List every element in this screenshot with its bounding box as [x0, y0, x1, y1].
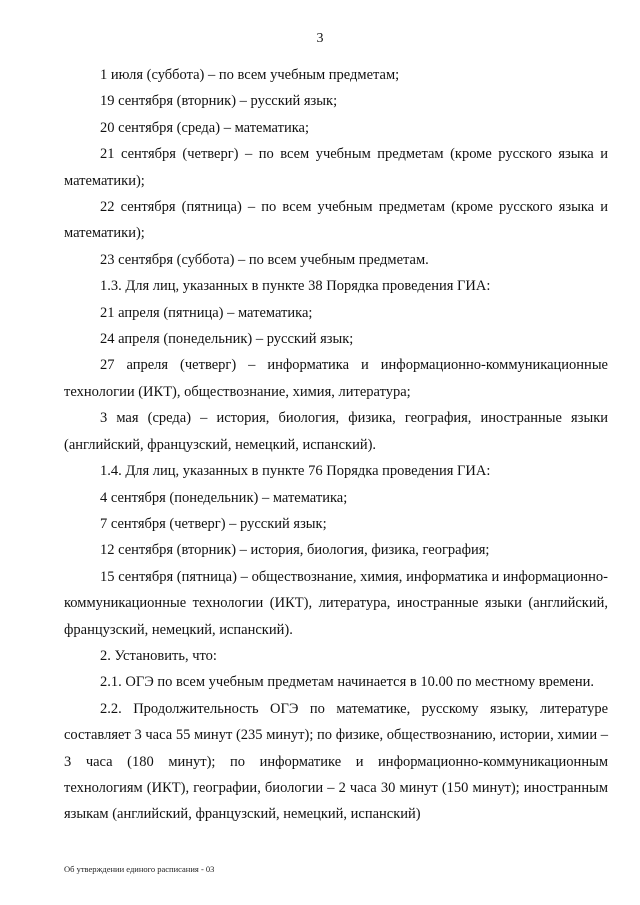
- paragraph: 15 сентября (пятница) – обществознание, химия, информатика и информационно-коммуникационные технологии (ИКТ), литература, иностранные языки (английский, французский, немецкий, испанский).: [64, 568, 608, 638]
- paragraph: 21 сентября (четверг) – по всем учебным предметам (кроме русского языка и математики);: [64, 146, 608, 189]
- page-number: 3: [316, 31, 324, 46]
- paragraph: 20 сентября (среда) – математика;: [100, 119, 310, 136]
- paragraph: 22 сентября (пятница) – по всем учебным предметам (кроме русского языка и математики);: [64, 199, 608, 242]
- paragraph: 23 сентября (суббота) – по всем учебным предметам.: [100, 251, 429, 268]
- section-heading: 1.3. Для лиц, указанных в пункте 38 Порядка проведения ГИА:: [100, 278, 491, 295]
- paragraph: 27 апреля (четверг) – информатика и информационно-коммуникационные технологии (ИКТ), обществознание, химия, литература;: [64, 357, 608, 400]
- paragraph: 21 апреля (пятница) – математика;: [100, 304, 313, 321]
- section-heading: 1.4. Для лиц, указанных в пункте 76 Порядка проведения ГИА:: [100, 463, 491, 480]
- paragraph: 2.1. ОГЭ по всем учебным предметам начинается в 10.00 по местному времени.: [100, 674, 595, 691]
- paragraph: 1 июля (суббота) – по всем учебным предметам;: [100, 67, 400, 83]
- paragraph: 24 апреля (понедельник) – русский язык;: [100, 331, 354, 348]
- paragraph: 3 мая (среда) – история, биология, физика, география, иностранные языки (английский, французский, немецкий, испанский).: [64, 410, 608, 453]
- section-heading: 2. Установить, что:: [100, 647, 217, 664]
- document-body: [64, 62, 608, 828]
- paragraph: 19 сентября (вторник) – русский язык;: [100, 93, 338, 110]
- paragraph: 12 сентября (вторник) – история, биология, физика, география;: [100, 542, 490, 559]
- paragraph: 2.2. Продолжительность ОГЭ по математике, русскому языку, литературе составляет 3 часа 55 минут (235 минут); по физике, обществознанию, истории, химии – 3 часа (180 минут); по информатике и информационно-коммуникационным технологиям (ИКТ), географии, биологии – 2 часа 30 минут (150 минут); иностранным языкам (английский, французский, немецкий, испанский): [64, 700, 608, 823]
- paragraph: 7 сентября (четверг) – русский язык;: [100, 515, 327, 532]
- paragraph: 4 сентября (понедельник) – математика;: [100, 489, 348, 506]
- document-footer: Об утверждении единого расписания - 03: [64, 864, 215, 874]
